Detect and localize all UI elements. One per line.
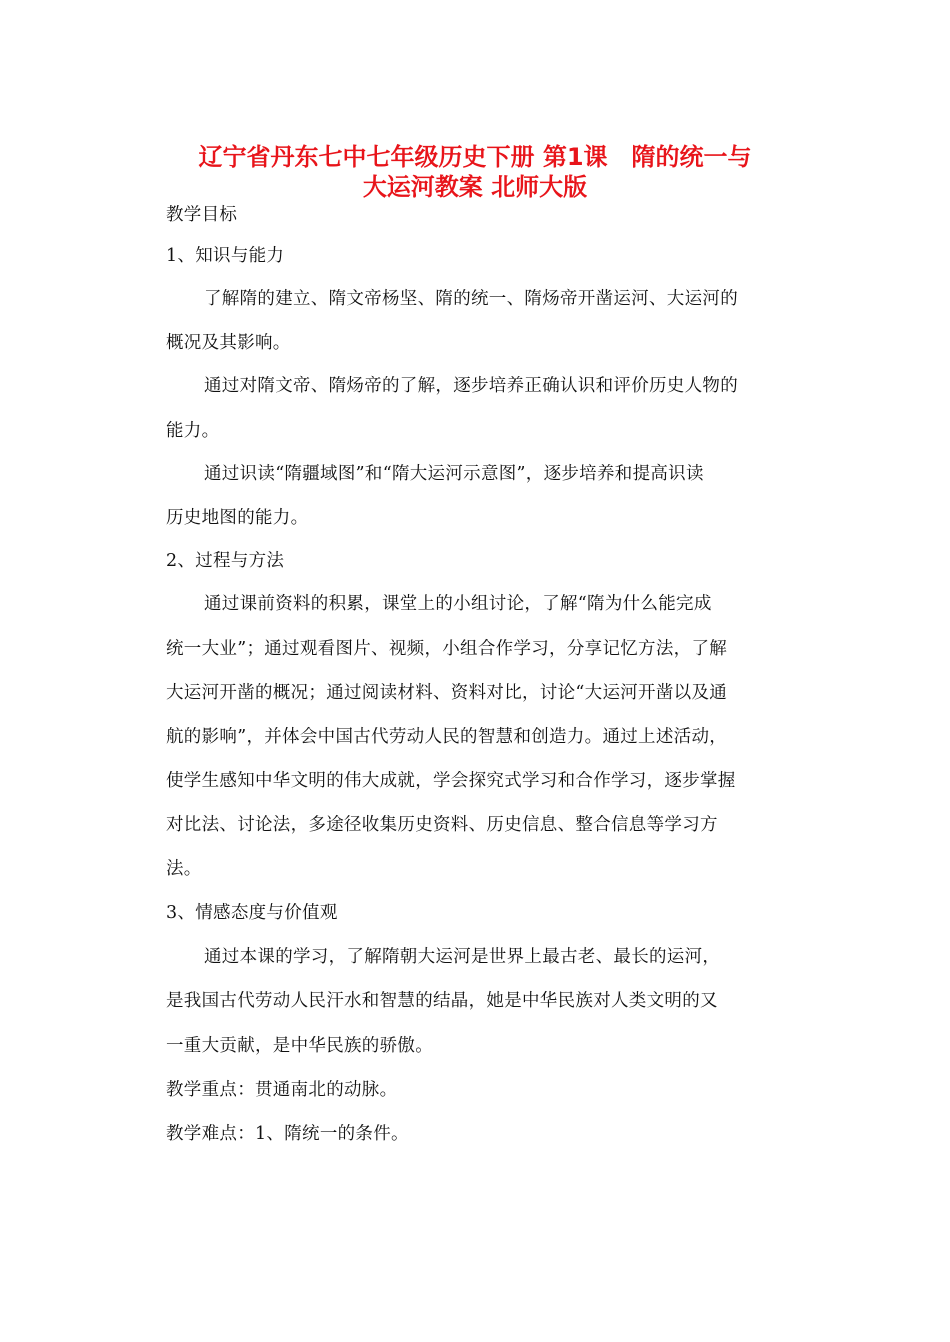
document-title-line-2: 大运河教案 北师大版 <box>362 173 588 201</box>
section-2-heading: 2、过程与方法 <box>166 551 285 571</box>
paragraph-line: 航的影响”，并体会中国古代劳动人民的智慧和创造力。通过上述活动， <box>166 727 728 747</box>
objectives-heading: 教学目标 <box>166 205 238 225</box>
paragraph-line: 历史地图的能力。 <box>166 508 309 528</box>
paragraph-line: 了解隋的建立、隋文帝杨坚、隋的统一、隋炀帝开凿运河、大运河的 <box>204 289 738 309</box>
paragraph-line: 能力。 <box>166 421 220 441</box>
paragraph-line: 大运河开凿的概况；通过阅读材料、资料对比，讨论“大运河开凿以及通 <box>166 683 728 703</box>
key-point-line: 教学重点：贯通南北的动脉。 <box>166 1080 398 1100</box>
paragraph-line: 对比法、讨论法，多途径收集历史资料、历史信息、整合信息等学习方 <box>166 815 718 835</box>
paragraph-line: 通过对隋文帝、隋炀帝的了解，逐步培养正确认识和评价历史人物的 <box>204 376 738 396</box>
paragraph-line: 通过课前资料的积累，课堂上的小组讨论，了解“隋为什么能完成 <box>204 594 712 614</box>
paragraph-line: 使学生感知中华文明的伟大成就，学会探究式学习和合作学习，逐步掌握 <box>166 771 736 791</box>
paragraph-line: 通过本课的学习，了解隋朝大运河是世界上最古老、最长的运河， <box>204 947 721 967</box>
difficulty-line: 教学难点：1、隋统一的条件。 <box>166 1124 409 1144</box>
section-3-heading: 3、情感态度与价值观 <box>166 903 338 923</box>
paragraph-line: 统一大业”；通过观看图片、视频，小组合作学习，分享记忆方法，了解 <box>166 639 728 659</box>
paragraph-line: 一重大贡献，是中华民族的骄傲。 <box>166 1036 433 1056</box>
document-title-line-1: 辽宁省丹东七中七年级历史下册 第1课 隋的统一与 <box>198 143 752 171</box>
paragraph-line: 概况及其影响。 <box>166 333 291 353</box>
paragraph-line: 通过识读“隋疆域图”和“隋大运河示意图”，逐步培养和提高识读 <box>204 464 704 484</box>
paragraph-line: 法。 <box>166 859 202 879</box>
section-1-heading: 1、知识与能力 <box>166 246 285 266</box>
paragraph-line: 是我国古代劳动人民汗水和智慧的结晶，她是中华民族对人类文明的又 <box>166 991 718 1011</box>
